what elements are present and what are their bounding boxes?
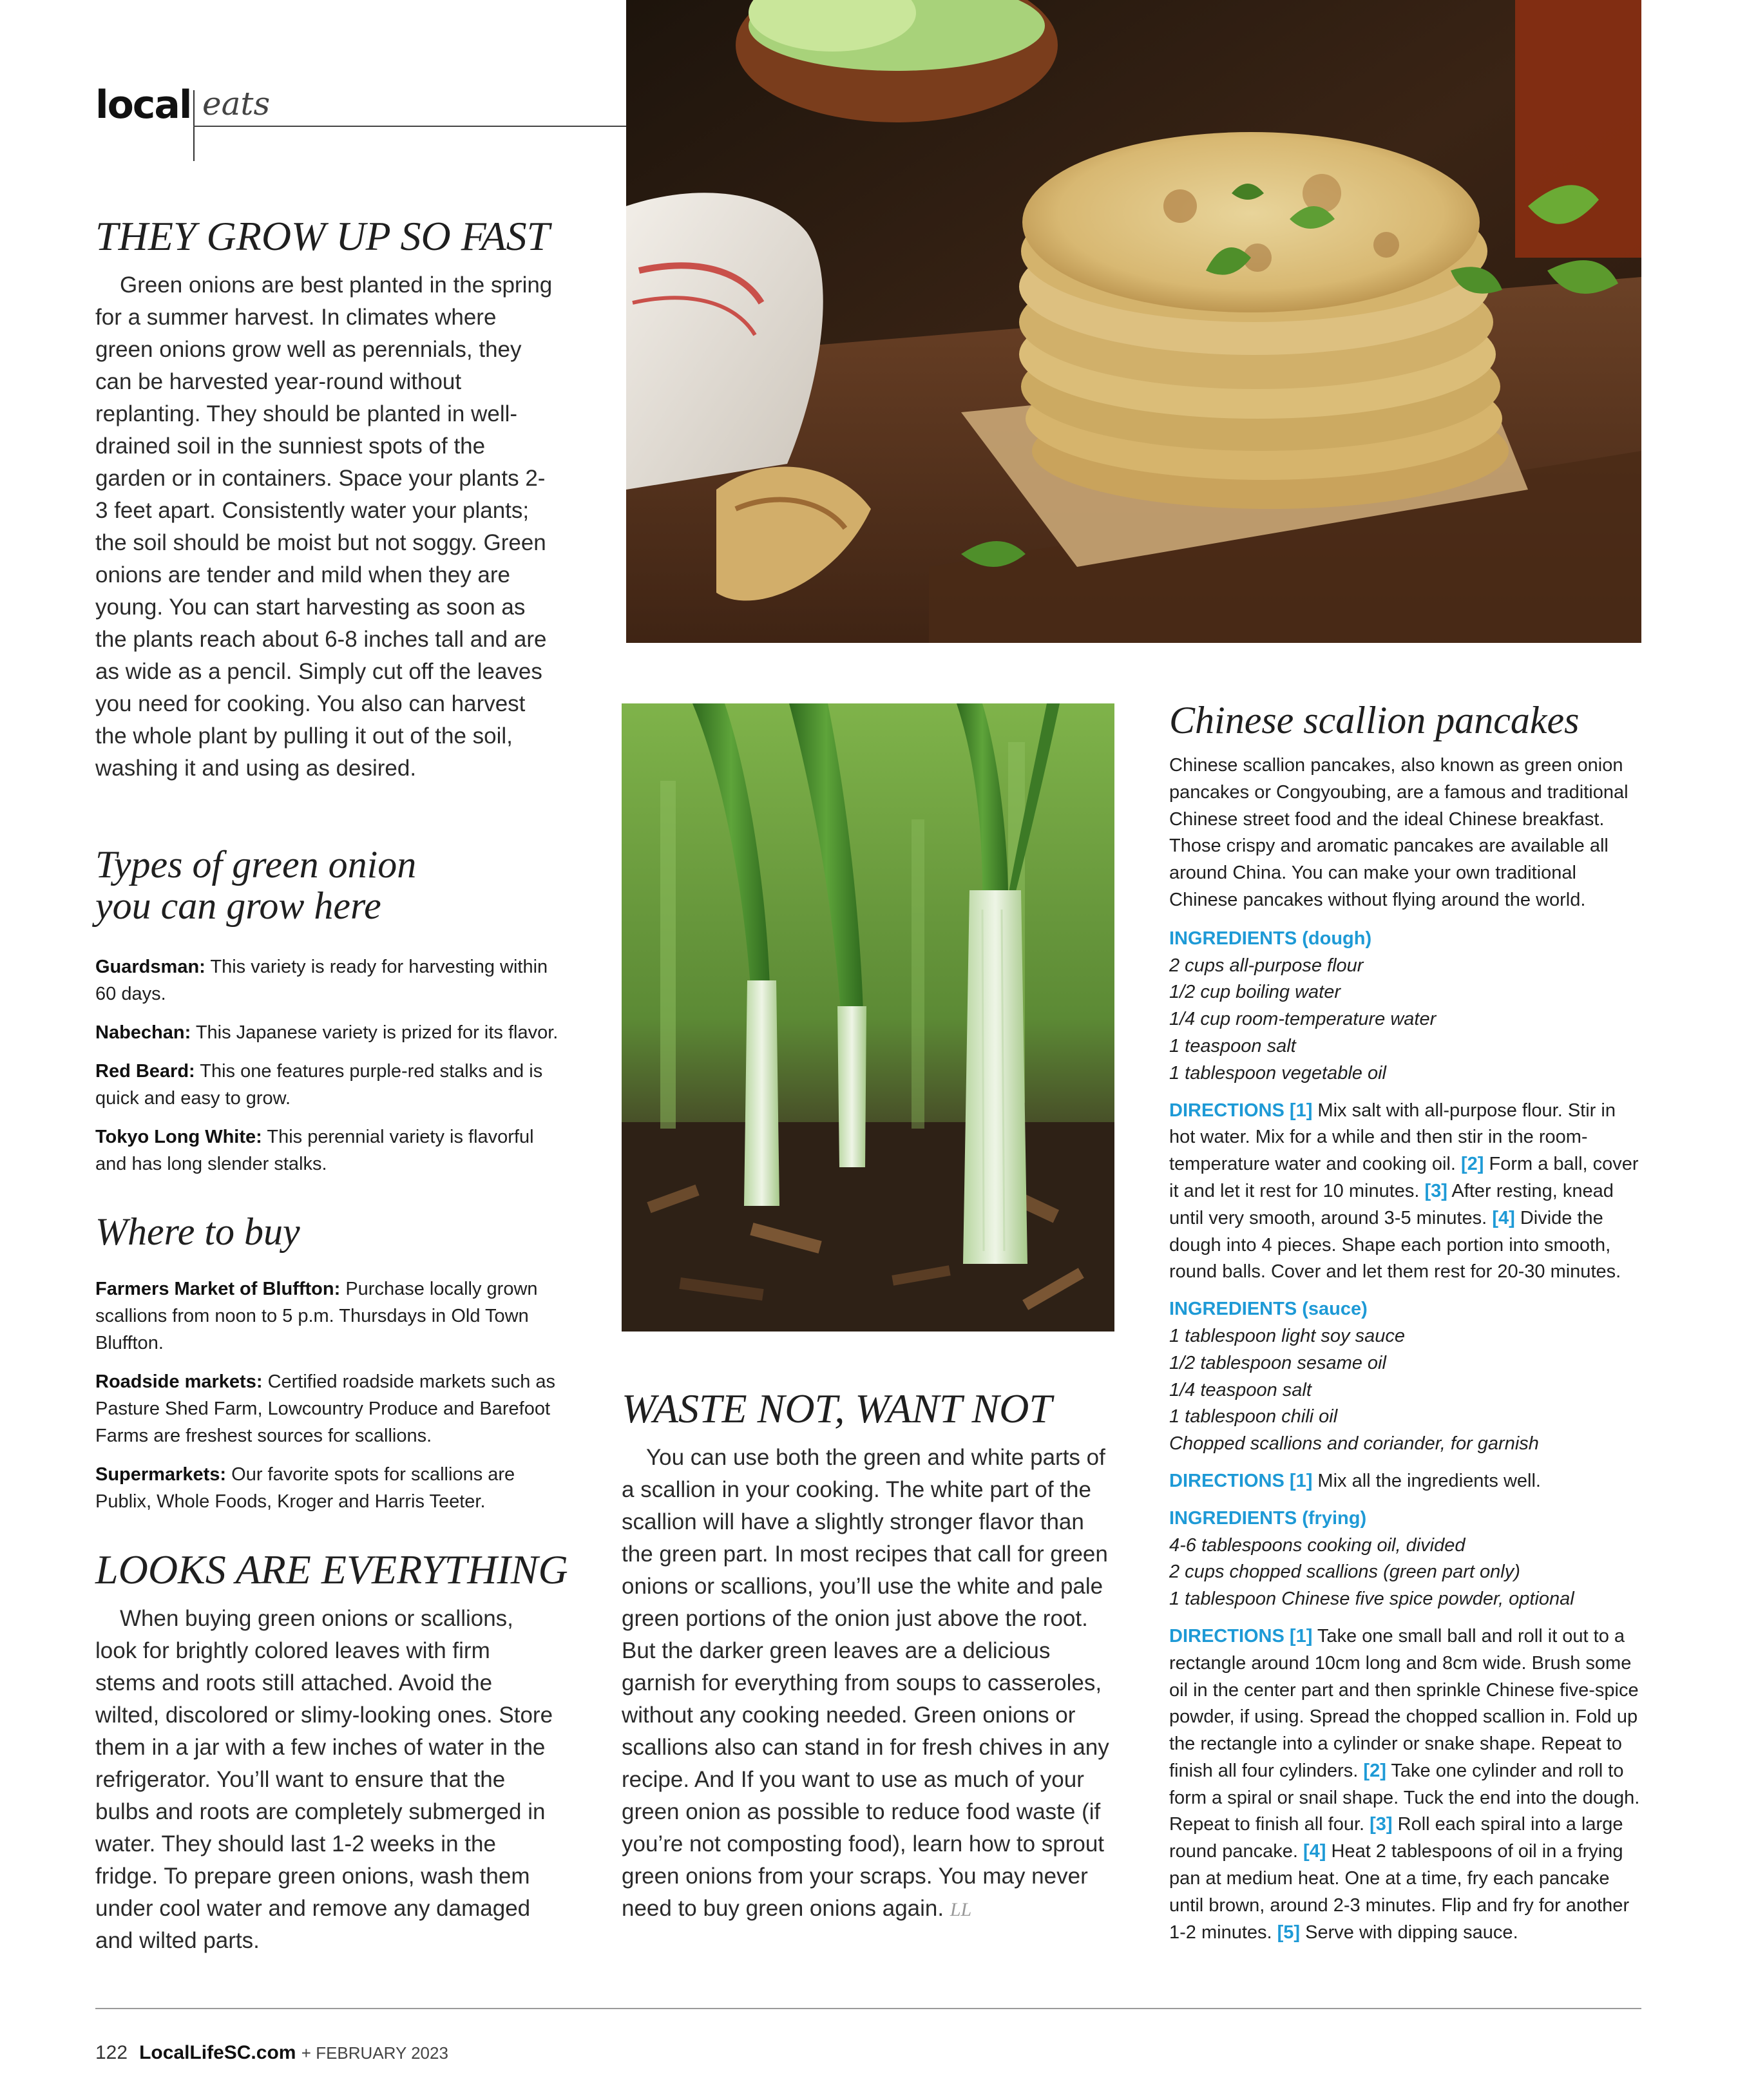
ingredient-item: 1 tablespoon chili oil	[1169, 1406, 1338, 1427]
section-name: eats	[202, 85, 271, 122]
recipe-intro: Chinese scallion pancakes, also known as green onion pancakes or Congyoubing, are a famous and traditional Chinese street food and the ideal Chinese breakfast. Those crispy and aromatic pancakes are available all around China. You can make your own traditional Chinese pancakes without flying around the world.	[1169, 755, 1628, 910]
list-item: Farmers Market of Bluffton: Purchase locally grown scallions from noon to 5 p.m. Thursdays in Old Town Bluffton.	[95, 1279, 538, 1353]
ingredient-item: Chopped scallions and coriander, for garnish	[1169, 1433, 1539, 1455]
list-item: Roadside markets: Certified roadside markets such as Pasture Shed Farm, Lowcountry Produce and Barefoot Farms are freshest sources for scallions.	[95, 1371, 556, 1446]
buy-title: Where to buy	[95, 1210, 300, 1253]
list-item: Guardsman: This variety is ready for harvesting within 60 days.	[95, 957, 548, 1004]
ingredient-item: 1/4 teaspoon salt	[1169, 1379, 1312, 1400]
section-title-waste: WASTE NOT, WANT NOT	[622, 1386, 1052, 1431]
recipe-title: Chinese scallion pancakes	[1169, 699, 1580, 741]
directions-frying: DIRECTIONS [1] Take one small ball and roll it out to a rectangle around 10cm long and 8cm wide. Brush some oil in the center part and then sprinkle Chinese five-spice powder, if using. Spread the chopped scallion in. Fold up the rectangle into a cylinder or snake shape. Repeat to finish all four cylinders. [2] Take one cylinder and roll to form a spiral or snail shape. Tuck the end into the dough. Repeat to finish all four. [3] Roll each spiral into a large round pancake. [4] Heat 2 tablespoons of oil in a frying pan at medium heat. One at a time, fry each pancake until brown, around 2-3 minutes. Flip and fry for another 1-2 minutes. [5] Serve with dipping sauce.	[1169, 1625, 1640, 1943]
ingredient-item: 2 cups chopped scallions (green part only)	[1169, 1561, 1520, 1583]
end-mark: LL	[950, 1899, 972, 1920]
page-footer	[95, 2042, 448, 2064]
header-rule	[193, 126, 626, 127]
ingredient-item: 1/4 cup room-temperature water	[1169, 1009, 1437, 1030]
directions-dough: DIRECTIONS [1] Mix salt with all-purpose flour. Stir in hot water. Mix for a while and then stir in the room-temperature water and cooking oil. [2] Form a ball, cover it and let it rest for 10 minutes. [3] After resting, knead until very smooth, around 3-5 minutes. [4] Divide the dough into 4 pieces. Shape each portion into smooth, round balls. Cover and let them rest for 20-30 minutes.	[1169, 1100, 1639, 1283]
list-item: Tokyo Long White: This perennial variety is flavorful and has long slender stalks.	[95, 1127, 534, 1174]
ingredients-dough	[1169, 926, 1646, 1087]
looks-body: When buying green onions or scallions, look for brightly colored leaves with firm stems and roots still attached. Avoid the wilted, discolored or slimy-looking ones. Store them in a jar with a few inches of water in the refrigerator. You’ll want to ensure that the bulbs and roots are completely submerged in water. They should last 1-2 weeks in the fridge. To prepare green onions, wash them under cool water and remove any damaged and wilted parts.	[95, 1606, 553, 1953]
scallion-pancakes-photo	[626, 0, 1641, 643]
types-title-line1: Types of green onion	[95, 843, 417, 886]
section-title-grow: THEY GROW UP SO FAST	[95, 213, 550, 259]
types-title-line2: you can grow here	[95, 884, 381, 927]
types-title	[95, 844, 559, 926]
list-item: Nabechan: This Japanese variety is prized for its flavor.	[95, 1022, 559, 1043]
directions-sauce: DIRECTIONS [1] Mix all the ingredients well.	[1169, 1470, 1541, 1491]
ingredients-frying	[1169, 1505, 1646, 1613]
section-title-looks: LOOKS ARE EVERYTHING	[95, 1547, 568, 1592]
types-list	[95, 953, 559, 1189]
site-name: LocalLifeSC.com	[139, 2042, 296, 2063]
recipe-body	[1169, 752, 1646, 1956]
list-item: Supermarkets: Our favorite spots for scallions are Publix, Whole Foods, Kroger and Harris Teeter.	[95, 1464, 515, 1512]
ingredient-item: 4-6 tablespoons cooking oil, divided	[1169, 1534, 1466, 1556]
footer-rule	[95, 2008, 1641, 2009]
ingredient-item: 1/2 cup boiling water	[1169, 982, 1341, 1003]
ingredients-label: INGREDIENTS (dough)	[1169, 928, 1372, 949]
ingredients-label: INGREDIENTS (frying)	[1169, 1507, 1367, 1529]
magazine-logo: local	[95, 82, 191, 128]
ingredients-label: INGREDIENTS (sauce)	[1169, 1299, 1368, 1320]
ingredient-item: 1 tablespoon light soy sauce	[1169, 1325, 1405, 1346]
ingredient-item: 2 cups all-purpose flour	[1169, 955, 1364, 976]
page-number: 122	[95, 2042, 128, 2063]
list-item: Red Beard: This one features purple-red stalks and is quick and easy to grow.	[95, 1061, 543, 1109]
buy-list	[95, 1275, 559, 1527]
grow-body: Green onions are best planted in the spring for a summer harvest. In climates where green onions grow well as perennials, they can be harvested year-round without replanting. They should be planted in well-drained soil in the sunniest spots of the garden or in containers. Space your plants 2-3 feet apart. Consistently water your plants; the soil should be moist but not soggy. Green onions are tender and mild when they are young. You can start harvesting as soon as the plants reach about 6-8 inches tall and are as wide as a pencil. Simply cut off the leaves you need for cooking. You also can harvest the whole plant by pulling it out of the soil, washing it and using as desired.	[95, 272, 553, 781]
ingredient-item: 1/2 tablespoon sesame oil	[1169, 1352, 1386, 1373]
ingredient-item: 1 teaspoon salt	[1169, 1035, 1296, 1056]
green-onions-photo	[622, 703, 1114, 1332]
ingredients-sauce	[1169, 1296, 1646, 1458]
ingredient-item: 1 tablespoon Chinese five spice powder, optional	[1169, 1589, 1574, 1610]
ingredient-item: 1 tablespoon vegetable oil	[1169, 1062, 1386, 1083]
waste-body: You can use both the green and white parts of a scallion in your cooking. The white part of the scallion will have a slightly stronger flavor than the green part. In most recipes that call for green onions or scallions, you’ll use the white and pale green portions of the onion just above the root. But the darker green leaves are a delicious garnish for everything from soups to casseroles, without any cooking needed. Green onions or scallions also can stand in for fresh chives in any recipe. And If you want to use as much of your green onion as possible to reduce food waste (if you’re not composting food), learn how to sprout green onions from your scraps. You may never need to buy green onions again. LL	[622, 1445, 1109, 1921]
issue-date: + FEBRUARY 2023	[301, 2043, 448, 2063]
